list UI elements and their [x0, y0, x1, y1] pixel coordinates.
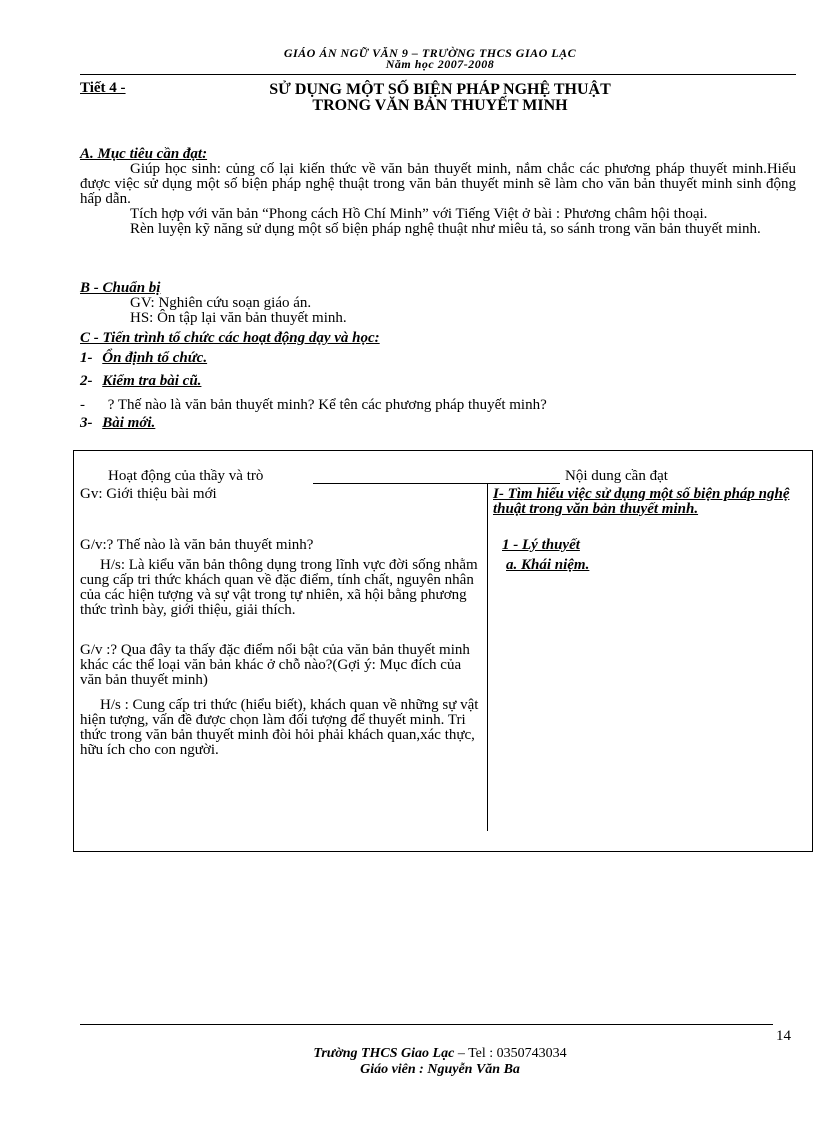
- footer-divider: [80, 1024, 773, 1025]
- page-footer: [230, 1046, 650, 1078]
- item-1-number: 1-: [80, 350, 93, 366]
- right-heading-1: 1 - Lý thuyết: [502, 537, 580, 553]
- left-line-2: G/v:? Thế nào là văn bản thuyết minh?: [80, 537, 314, 553]
- table-right-header: Nội dung cần đạt: [565, 468, 668, 484]
- section-c: [80, 331, 796, 346]
- section-a-heading: A. Mục tiêu cần đạt:: [80, 146, 208, 162]
- right-heading-i: I- Tìm hiểu việc sử dụng một số biện pháp nghệ thuật trong văn bản thuyết minh.: [493, 486, 790, 517]
- section-b-hs: HS: Ôn tập lại văn bản thuyết minh.: [130, 310, 347, 326]
- item-2-number: 2-: [80, 373, 93, 389]
- table-left-header: Hoạt động của thầy và trò: [108, 468, 264, 484]
- footer-teacher: Giáo viên : Nguyễn Văn Ba: [360, 1062, 520, 1077]
- footer-tel: – Tel : 0350743034: [457, 1046, 567, 1061]
- item-3-number: 3-: [80, 415, 93, 431]
- section-b-gv: GV: Nghiên cứu soạn giáo án.: [130, 295, 312, 311]
- section-c-item-3: [80, 416, 796, 431]
- section-c-item-1: [80, 351, 796, 366]
- right-heading-a: a. Khái niệm.: [506, 557, 590, 573]
- section-c-item-2: [80, 374, 796, 389]
- section-a-paragraph-1: Giúp học sinh: củng cố lại kiến thức về văn bản thuyết minh, nắm chắc các phương pháp thuyết minh.Hiểu được việc sử dụng một số biện pháp nghệ thuật trong văn bản thuyết minh sẽ làm cho văn bản thuyết minh sinh động hấp dẫn.: [80, 161, 796, 207]
- left-line-1: Gv: Giới thiệu bài mới: [80, 486, 217, 502]
- section-c-question: [80, 398, 796, 413]
- table-column-divider: [487, 483, 488, 831]
- item-1-text: Ổn định tổ chức.: [102, 350, 208, 366]
- item-3-text: Bài mới.: [102, 415, 156, 431]
- question-text: ? Thế nào là văn bản thuyết minh? Kể tên các phương pháp thuyết minh?: [107, 397, 547, 413]
- lesson-number: Tiết 4 -: [80, 80, 126, 96]
- section-b-heading: B - Chuẩn bị: [80, 280, 161, 296]
- left-line-5: H/s : Cung cấp tri thức (hiểu biết), khách quan về những sự vật hiện tượng, vấn đề được chọn làm đối tượng để thuyết minh. Tri thức trong văn bản thuyết minh đòi hỏi phải khách quan,xác thực, hữu ích cho con người.: [80, 697, 479, 758]
- item-2-text: Kiểm tra bài cũ.: [102, 373, 202, 389]
- left-line-3: H/s: Là kiểu văn bản thông dụng trong lĩnh vực đời sống nhằm cung cấp tri thức khách quan về đặc điểm, tính chất, nguyên nhân của các hiện tượng và sự vật trong tự nhiên, xã hội bằng phương thức trình bày, giới thiệu, giải thích.: [80, 557, 478, 618]
- header-line-2: Năm học 2007-2008: [385, 57, 495, 71]
- section-a: [80, 147, 796, 237]
- bullet-dash: -: [80, 397, 85, 413]
- section-a-paragraph-2: Tích hợp với văn bản “Phong cách Hồ Chí Minh” với Tiếng Việt ở bài : Phương châm hội thoại.: [130, 206, 708, 222]
- page-header: [200, 48, 660, 70]
- header-divider: [80, 74, 796, 75]
- header-line-1: GIÁO ÁN NGỮ VĂN 9 – TRƯỜNG THCS GIAO LẠC: [283, 46, 577, 60]
- title-line-1: SỬ DỤNG MỘT SỐ BIỆN PHÁP NGHỆ THUẬT: [269, 81, 611, 98]
- section-b: [80, 281, 796, 326]
- page-number: 14: [776, 1028, 791, 1044]
- footer-school: Trường THCS Giao Lạc: [313, 1046, 455, 1061]
- left-line-4: G/v :? Qua đây ta thấy đặc điểm nổi bật của văn bản thuyết minh khác các thể loại văn bản khác ở chỗ nào?(Gợi ý: Mục đích của văn bản thuyết minh): [80, 642, 470, 688]
- title-line-2: TRONG VĂN BẢN THUYẾT MINH: [312, 97, 568, 114]
- section-c-heading: C - Tiến trình tổ chức các hoạt động dạy và học:: [80, 330, 380, 346]
- header-rule: [313, 483, 560, 484]
- page-title: [180, 82, 700, 114]
- section-a-paragraph-3: Rèn luyện kỹ năng sử dụng một số biện pháp nghệ thuật như miêu tả, so sánh trong văn bản thuyết minh.: [130, 221, 761, 237]
